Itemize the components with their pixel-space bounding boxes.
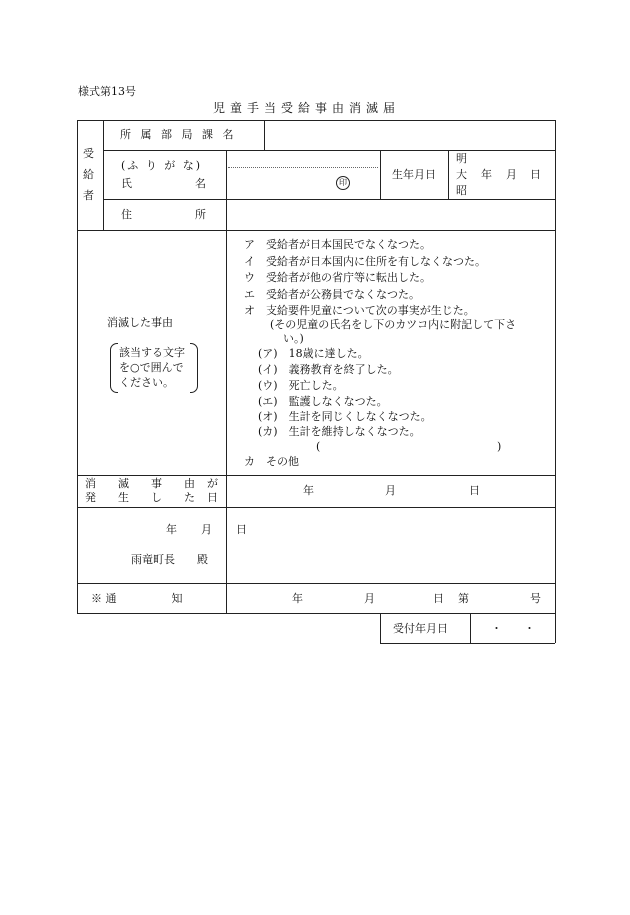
rule-birthdate-label	[448, 150, 449, 199]
era-meiji: 明	[456, 152, 467, 165]
reason-item-e: エ 受給者が公務員でなくなつた。	[244, 288, 420, 301]
receipt-label: 受付年月日	[393, 622, 448, 635]
reason-note-line-1: 該当する文字	[119, 346, 185, 359]
table-border-right	[555, 120, 556, 643]
birth-year-unit: 年	[481, 168, 492, 181]
rule-submission-bottom	[77, 583, 555, 584]
submission-day-unit: 日	[236, 523, 247, 536]
address-label-last: 所	[195, 208, 206, 221]
rule-receipt-label	[470, 613, 471, 643]
rule-dept-bottom	[103, 150, 555, 151]
name-label-last: 名	[195, 177, 206, 190]
notice-label: ※ 通 知	[91, 592, 183, 605]
era-taisho: 大	[456, 168, 467, 181]
notice-year-unit: 年	[292, 592, 303, 605]
reason-note-line-2: を○で囲んで	[119, 361, 184, 374]
dept-label: 所 属 部 局 課 名	[120, 128, 237, 141]
occurrence-month-unit: 月	[385, 484, 396, 497]
addressee: 雨竜町長 殿	[131, 553, 208, 566]
sub-item-o: (オ) 生計を同じくしなくなつた。	[258, 410, 432, 423]
receipt-value: ・ ・	[491, 622, 535, 635]
rule-receipt-bottom	[380, 643, 555, 644]
era-showa: 昭	[456, 184, 467, 197]
table-border-top	[77, 120, 555, 121]
rule-receipt-left	[380, 613, 381, 643]
rule-recipient-label	[103, 120, 104, 230]
occurrence-day-unit: 日	[469, 484, 480, 497]
reason-sub-note-line-1: (その児童の氏名をし下のカツコ内に附記して下さ	[270, 318, 517, 331]
form-title: 児童手当受給事由消滅届	[213, 101, 401, 115]
notice-month-unit: 月	[364, 592, 375, 605]
reason-item-a: ア 受給者が日本国民でなくなつた。	[244, 238, 431, 251]
rule-label-column	[226, 150, 227, 613]
rule-recipient-bottom	[77, 230, 555, 231]
notice-day-unit: 日	[433, 592, 444, 605]
reason-item-u: ウ 受給者が他の省庁等に転出した。	[244, 271, 431, 284]
rule-name-bottom	[103, 199, 555, 200]
child-name-paren-close: )	[497, 440, 502, 453]
reason-item-o: オ 支給要件児童について次の事実が生じた。	[244, 304, 475, 317]
reason-sub-note-line-2: い。)	[283, 332, 304, 345]
seal-icon: 印	[336, 176, 350, 190]
birthdate-label: 生年月日	[392, 168, 436, 181]
reason-note-line-3: ください。	[119, 376, 174, 389]
sub-item-i: (イ) 義務教育を終了した。	[258, 363, 399, 376]
furigana-label: (ふ り が な)	[121, 159, 203, 172]
notice-number-prefix: 第	[458, 592, 469, 605]
name-label-first: 氏	[121, 177, 132, 190]
birth-month-unit: 月	[506, 168, 517, 181]
sub-item-u: (ウ) 死亡した。	[258, 379, 344, 392]
occurrence-year-unit: 年	[303, 484, 314, 497]
rule-dept-label	[264, 120, 265, 150]
table-border-left	[77, 120, 78, 613]
sub-item-ka: (カ) 生計を維持しなくなつた。	[258, 425, 421, 438]
sub-item-e: (エ) 監護しなくなつた。	[258, 395, 388, 408]
submission-year-unit: 年	[166, 523, 177, 536]
reason-label: 消滅した事由	[107, 316, 173, 329]
form-number: 様式第13号	[78, 85, 136, 98]
rule-occurrence-bottom	[77, 507, 555, 508]
submission-month-unit: 月	[201, 523, 212, 536]
furigana-dotted-line	[228, 167, 378, 168]
reason-item-i: イ 受給者が日本国内に住所を有しなくなつた。	[244, 255, 486, 268]
reason-item-other: カ その他	[244, 455, 299, 468]
notice-number-suffix: 号	[530, 592, 541, 605]
child-name-paren-open: (	[316, 440, 321, 453]
birth-day-unit: 日	[530, 168, 541, 181]
sub-item-a: (ア) 18歳に達した。	[258, 347, 369, 360]
address-label-first: 住	[121, 208, 132, 221]
rule-name-value	[380, 150, 381, 199]
rule-notice-bottom	[77, 613, 555, 614]
rule-reason-bottom	[77, 475, 555, 476]
